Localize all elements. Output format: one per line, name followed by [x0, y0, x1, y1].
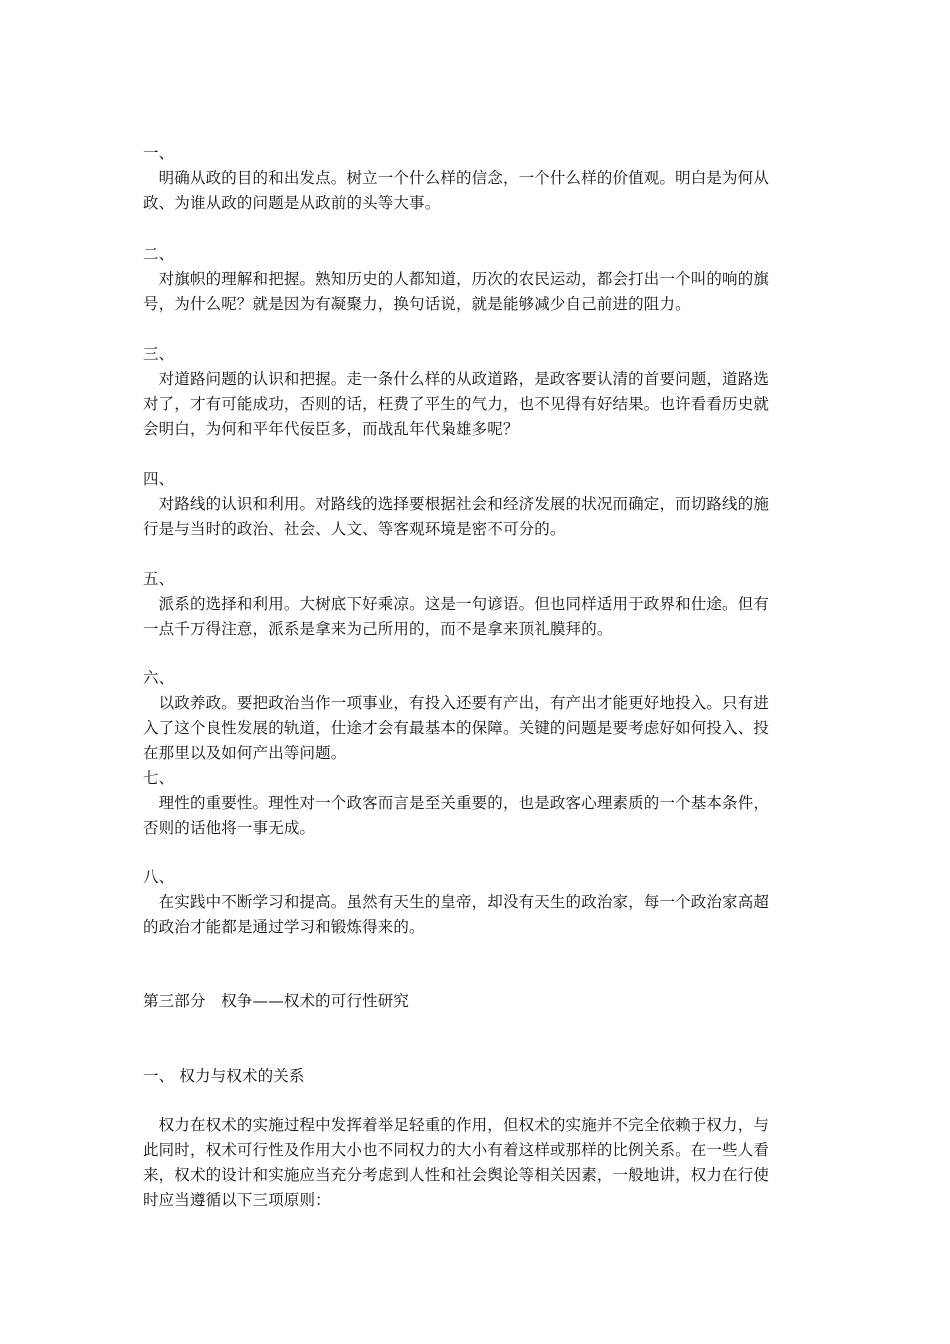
- section-number: 七、: [143, 769, 175, 787]
- paragraph-line: 否则的话他将一事无成。: [143, 819, 316, 837]
- paragraph-line: 以政养政。要把政治当作一项事业，有投入还要有产出，有产出才能更好地投入。只有进: [143, 694, 770, 712]
- paragraph-line: 一点千万得注意，派系是拿来为己所用的，而不是拿来顶礼膜拜的。: [143, 620, 613, 638]
- paragraph-line: 政、为谁从政的问题是从政前的头等大事。: [143, 194, 441, 212]
- section-number: 一、: [143, 144, 175, 162]
- paragraph-line: 入了这个良性发展的轨道，仕途才会有最基本的保障。关键的问题是要考虑好如何投入、投: [143, 719, 770, 737]
- paragraph-line: 对旗帜的理解和把握。熟知历史的人都知道，历次的农民运动，都会打出一个叫的响的旗: [143, 270, 770, 288]
- paragraph-line: 此同时，权术可行性及作用大小也不同权力的大小有着这样或那样的比例关系。在一些人看: [143, 1141, 770, 1159]
- paragraph-line: 对道路问题的认识和把握。走一条什么样的从政道路，是政客要认清的首要问题，道路选: [143, 370, 770, 388]
- paragraph-line: 行是与当时的政治、社会、人文、等客观环境是密不可分的。: [143, 520, 566, 538]
- paragraph-line: 对路线的认识和利用。对路线的选择要根据社会和经济发展的状况而确定，而切路线的施: [143, 495, 770, 513]
- paragraph-line: 号，为什么呢？就是因为有凝聚力，换句话说，就是能够减少自己前进的阻力。: [143, 295, 691, 313]
- paragraph-line: 来，权术的设计和实施应当充分考虑到人性和社会舆论等相关因素，一般地讲，权力在行使: [143, 1166, 770, 1184]
- paragraph-line: 权力在权术的实施过程中发挥着举足轻重的作用，但权术的实施并不完全依赖于权力，与: [143, 1116, 770, 1134]
- section-number: 八、: [143, 868, 175, 886]
- section-number: 六、: [143, 669, 175, 687]
- section-number: 二、: [143, 245, 175, 263]
- section-number: 四、: [143, 470, 175, 488]
- paragraph-line: 会明白，为何和平年代佞臣多，而战乱年代枭雄多呢？: [143, 420, 519, 438]
- subheading: 一、 权力与权术的关系: [143, 1067, 305, 1085]
- paragraph-line: 理性的重要性。理性对一个政客而言是至关重要的，也是政客心理素质的一个基本条件，: [143, 794, 770, 812]
- paragraph-line: 时应当遵循以下三项原则：: [143, 1191, 331, 1209]
- section-number: 五、: [143, 570, 175, 588]
- paragraph-line: 的政治才能都是通过学习和锻炼得来的。: [143, 918, 425, 936]
- section-number: 三、: [143, 345, 175, 363]
- paragraph-line: 对了，才有可能成功，否则的话，枉费了平生的气力，也不见得有好结果。也许看看历史就: [143, 395, 770, 413]
- part-heading: 第三部分 权争——权术的可行性研究: [143, 992, 410, 1010]
- paragraph-line: 派系的选择和利用。大树底下好乘凉。这是一句谚语。但也同样适用于政界和仕途。但有: [143, 595, 770, 613]
- paragraph-line: 在实践中不断学习和提高。虽然有天生的皇帝，却没有天生的政治家，每一个政治家高超: [143, 893, 770, 911]
- paragraph-line: 在那里以及如何产出等问题。: [143, 744, 347, 762]
- paragraph-line: 明确从政的目的和出发点。树立一个什么样的信念，一个什么样的价值观。明白是为何从: [143, 169, 770, 187]
